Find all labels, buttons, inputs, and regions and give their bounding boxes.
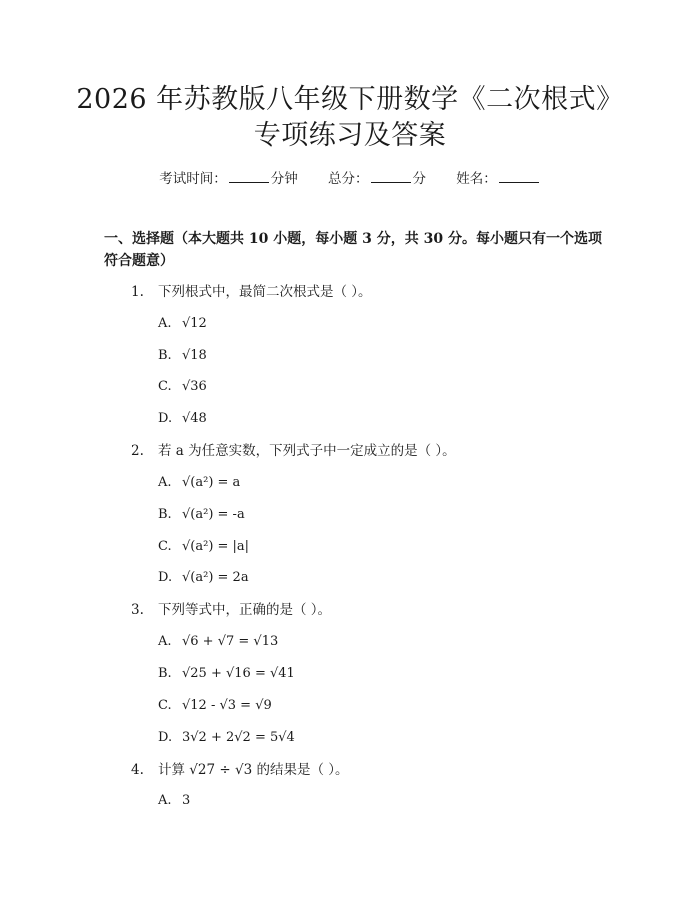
option-letter: A. bbox=[158, 475, 172, 490]
option-letter: C. bbox=[158, 379, 172, 394]
option-letter: A. bbox=[158, 793, 172, 808]
option-letter: B. bbox=[158, 348, 172, 363]
question-2-option-d bbox=[158, 568, 249, 588]
exam-time-field bbox=[159, 171, 298, 187]
name-label: 姓名： bbox=[456, 171, 497, 187]
question-4-option-a bbox=[158, 791, 190, 811]
option-text: 3√2 + 2√2 = 5√4 bbox=[182, 730, 295, 745]
name-blank bbox=[499, 168, 539, 183]
question-1-option-c bbox=[158, 377, 207, 397]
option-letter: A. bbox=[158, 316, 172, 331]
exam-info bbox=[0, 168, 700, 189]
option-text: √36 bbox=[182, 379, 207, 394]
option-letter: C. bbox=[158, 539, 172, 554]
option-letter: D. bbox=[158, 411, 173, 426]
option-letter: D. bbox=[158, 570, 173, 585]
option-letter: D. bbox=[158, 730, 173, 745]
option-text: √(a²) = 2a bbox=[182, 570, 249, 585]
question-2-option-a bbox=[158, 473, 240, 493]
question-3 bbox=[131, 600, 331, 620]
total-score-unit: 分 bbox=[412, 171, 426, 187]
option-text: 3 bbox=[182, 793, 191, 808]
question-1-option-d bbox=[158, 409, 207, 429]
option-letter: B. bbox=[158, 507, 172, 522]
question-number: 1. bbox=[131, 284, 144, 300]
question-text: 若 a 为任意实数，下列式子中一定成立的是（ ）。 bbox=[158, 443, 456, 459]
name-field bbox=[456, 171, 541, 187]
option-letter: B. bbox=[158, 666, 172, 681]
question-3-option-d bbox=[158, 728, 295, 748]
question-1-option-a bbox=[158, 314, 207, 334]
question-3-option-c bbox=[158, 696, 272, 716]
question-2-option-c bbox=[158, 537, 249, 557]
total-score-blank bbox=[371, 168, 411, 183]
total-score-label: 总分： bbox=[328, 171, 369, 187]
question-2-option-b bbox=[158, 505, 245, 525]
question-2 bbox=[131, 441, 456, 461]
question-1-option-b bbox=[158, 346, 207, 366]
total-score-field bbox=[328, 171, 426, 187]
option-text: √48 bbox=[182, 411, 207, 426]
question-1 bbox=[131, 282, 372, 302]
question-number: 3. bbox=[131, 602, 144, 618]
option-text: √25 + √16 = √41 bbox=[182, 666, 295, 681]
option-text: √12 - √3 = √9 bbox=[182, 698, 272, 713]
option-letter: A. bbox=[158, 634, 172, 649]
option-letter: C. bbox=[158, 698, 172, 713]
document-title-line-1: 2026 年苏教版八年级下册数学《二次根式》 bbox=[76, 84, 624, 115]
question-number: 2. bbox=[131, 443, 144, 459]
option-text: √18 bbox=[182, 348, 207, 363]
option-text: √6 + √7 = √13 bbox=[182, 634, 279, 649]
section-heading: 一、选择题（本大题共 10 小题，每小题 3 分，共 30 分。每小题只有一个选项符合题意） bbox=[104, 231, 602, 269]
option-text: √12 bbox=[182, 316, 207, 331]
question-4 bbox=[131, 760, 349, 780]
question-number: 4. bbox=[131, 762, 144, 778]
question-3-option-a bbox=[158, 632, 278, 652]
document-title-line-2: 专项练习及答案 bbox=[253, 120, 447, 151]
question-text: 下列根式中，最简二次根式是（ ）。 bbox=[158, 284, 372, 300]
exam-time-blank bbox=[229, 168, 269, 183]
option-text: √(a²) = |a| bbox=[182, 539, 250, 554]
exam-time-unit: 分钟 bbox=[270, 171, 298, 187]
question-text: 下列等式中，正确的是（ ）。 bbox=[158, 602, 332, 618]
question-text: 计算 √27 ÷ √3 的结果是（ ）。 bbox=[158, 762, 349, 778]
question-3-option-b bbox=[158, 664, 295, 684]
exam-time-label: 考试时间： bbox=[159, 171, 227, 187]
option-text: √(a²) = a bbox=[182, 475, 241, 490]
option-text: √(a²) = -a bbox=[182, 507, 245, 522]
